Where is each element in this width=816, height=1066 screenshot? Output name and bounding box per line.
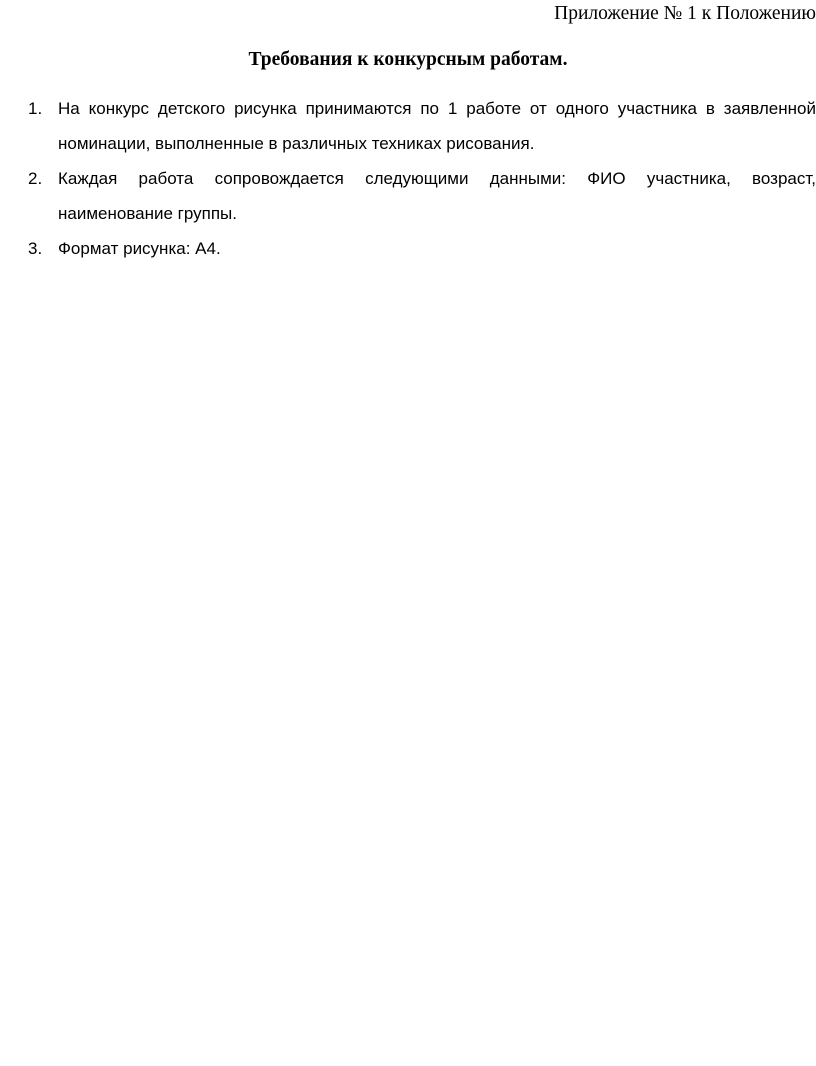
requirement-text: Формат рисунка: А4. xyxy=(58,239,221,258)
requirement-number: 1. xyxy=(28,99,43,118)
annex-label: Приложение № 1 к Положению xyxy=(554,3,816,24)
requirement-text: Каждая работа сопровождается следующими данными: ФИО участника, возраст, наименование группы. xyxy=(58,169,816,223)
requirement-item xyxy=(28,161,816,231)
document-title: Требования к конкурсным работам. xyxy=(248,49,568,70)
requirement-item xyxy=(28,91,816,161)
requirements-list xyxy=(28,91,816,266)
requirement-number: 3. xyxy=(28,239,43,258)
requirement-text: На конкурс детского рисунка принимаются по 1 работе от одного участника в заявленной номинации, выполненные в различных техниках рисования. xyxy=(58,99,816,153)
requirement-number: 2. xyxy=(28,169,43,188)
requirement-item xyxy=(28,231,816,266)
